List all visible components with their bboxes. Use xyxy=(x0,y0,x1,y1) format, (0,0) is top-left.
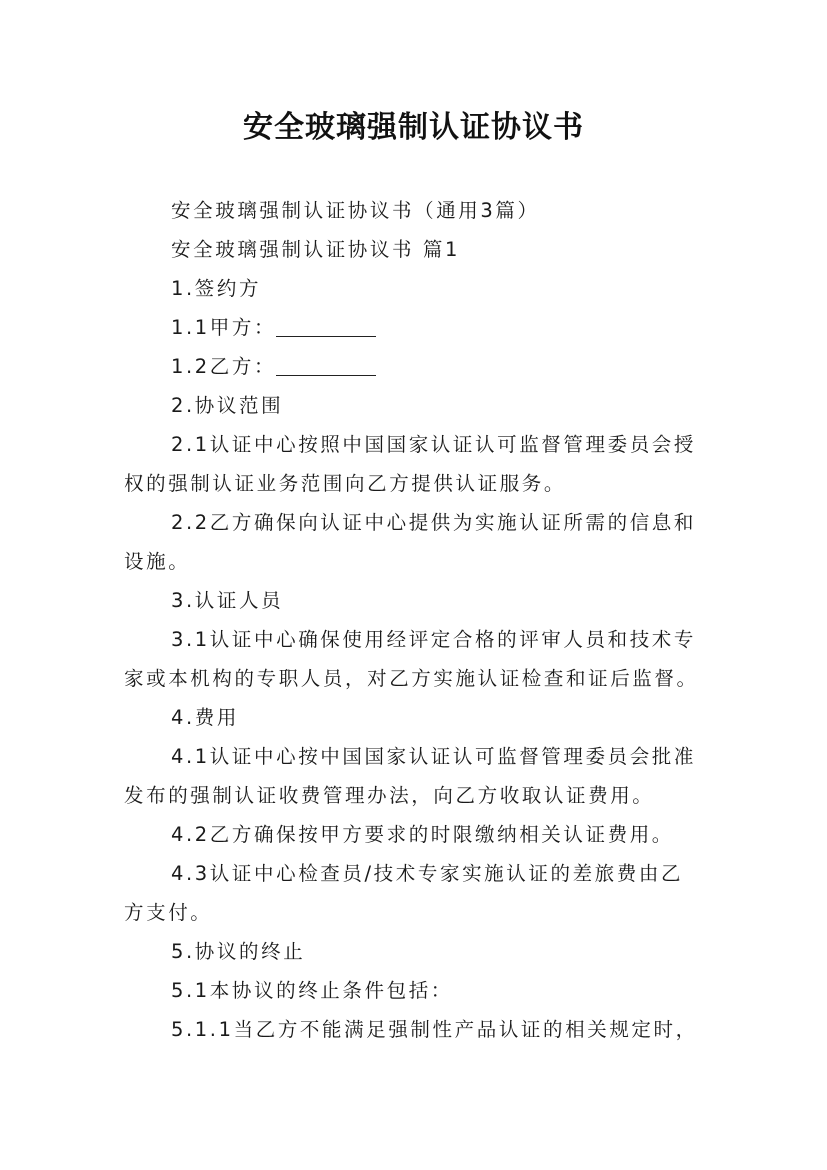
doc-line: 2.2乙方确保向认证中心提供为实施认证所需的信息和 xyxy=(171,511,697,534)
party-a-label: 1.1甲方： xyxy=(171,316,277,339)
document-title: 安全玻璃强制认证协议书 xyxy=(243,110,584,145)
doc-line: 权的强制认证业务范围向乙方提供认证服务。 xyxy=(124,472,567,495)
doc-line-section-4: 4.费用 xyxy=(171,706,240,729)
doc-line-part-heading: 安全玻璃强制认证协议书 篇1 xyxy=(171,238,461,261)
doc-line: 2.1认证中心按照中国国家认证认可监督管理委员会授 xyxy=(171,433,697,456)
party-b-label: 1.2乙方： xyxy=(171,355,277,378)
doc-line-section-1: 1.签约方 xyxy=(171,277,262,300)
doc-line: 方支付。 xyxy=(124,901,213,924)
doc-line-section-2: 2.协议范围 xyxy=(171,394,284,417)
doc-line-party-b xyxy=(171,357,376,377)
doc-line-party-a xyxy=(171,318,376,338)
doc-line-section-5: 5.协议的终止 xyxy=(171,940,306,963)
doc-line: 5.1本协议的终止条件包括： xyxy=(171,979,453,1002)
doc-line: 4.3认证中心检查员/技术专家实施认证的差旅费由乙 xyxy=(171,862,684,885)
party-b-blank xyxy=(276,357,376,376)
doc-line: 设施。 xyxy=(124,550,191,573)
party-a-blank xyxy=(276,318,376,337)
doc-line: 4.1认证中心按中国国家认证认可监督管理委员会批准 xyxy=(171,745,697,768)
doc-line: 4.2乙方确保按甲方要求的时限缴纳相关认证费用。 xyxy=(171,823,674,846)
doc-line: 家或本机构的专职人员，对乙方实施认证检查和证后监督。 xyxy=(124,667,699,690)
doc-line: 5.1.1当乙方不能满足强制性产品认证的相关规定时， xyxy=(171,1018,698,1041)
doc-line-section-3: 3.认证人员 xyxy=(171,589,284,612)
doc-line: 3.1认证中心确保使用经评定合格的评审人员和技术专 xyxy=(171,628,697,651)
doc-line-subtitle: 安全玻璃强制认证协议书（通用3篇） xyxy=(171,199,540,222)
doc-line: 发布的强制认证收费管理办法，向乙方收取认证费用。 xyxy=(124,784,655,807)
